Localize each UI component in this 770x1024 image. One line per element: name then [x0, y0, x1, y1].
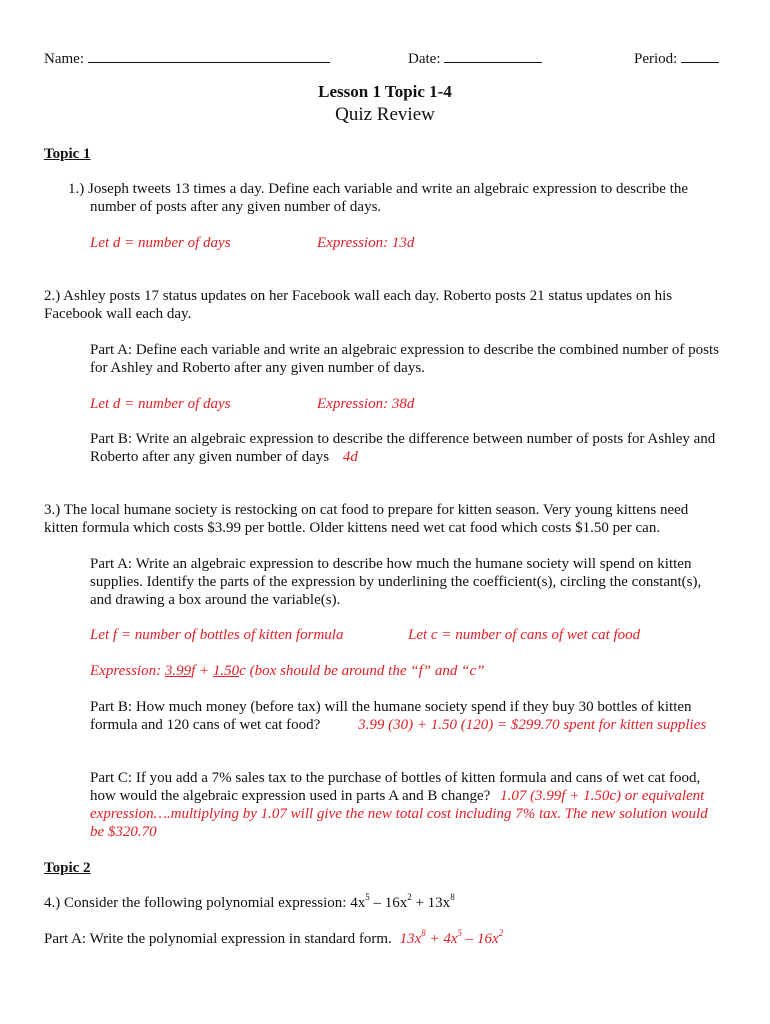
q3-expr-coefficient-2: 1.50 — [212, 663, 240, 679]
period-label: Period: — [634, 51, 678, 67]
q2-partB-line — [90, 448, 358, 466]
q3-expr-prefix: Expression: — [90, 663, 165, 679]
q1-answer-expression: Expression: 13d — [317, 235, 415, 251]
q3-text-a: 3.) The local humane society is restocking on cat food to prepare for kitten season. Very young kittens need — [44, 502, 689, 518]
q4-prompt: 4.) Consider the following polynomial expression: — [44, 895, 351, 911]
period-blank[interactable] — [681, 48, 719, 63]
q3-partA-c: and drawing a box around the variable(s). — [90, 592, 341, 608]
q3-answerB: 3.99 (30) + 1.50 (120) = $299.70 spent for kitten supplies — [358, 717, 707, 733]
q3-partC-a: Part C: If you add a 7% sales tax to the purchase of bottles of kitten formula and cans of wet cat food, — [90, 770, 701, 786]
q4-ans-term3: – 16x — [462, 931, 499, 947]
q3-answerA-f: Let f = number of bottles of kitten formula — [90, 627, 344, 643]
title-line2: Quiz Review — [335, 104, 435, 125]
q3-answerC-d: be $320.70 — [90, 824, 157, 840]
q2-partB-b: Roberto after any given number of days — [90, 449, 330, 465]
q4-exp2: 2 — [407, 892, 412, 902]
q2-answerA-variable: Let d = number of days — [90, 396, 231, 412]
q4-ans-exp2: 5 — [457, 928, 463, 938]
q3-partB-a: Part B: How much money (before tax) will the humane society spend if they buy 30 bottles of kitten — [90, 699, 692, 715]
q3-expression-line — [90, 662, 484, 680]
q3-partB-b: formula and 120 cans of wet cat food? — [90, 717, 321, 733]
date-label: Date: — [408, 51, 441, 67]
q3-partA-a: Part A: Write an algebraic expression to describe how much the humane society will spend on kitten — [90, 556, 692, 572]
q4-term3: + 13x — [411, 895, 451, 911]
q2-partB-a: Part B: Write an algebraic expression to describe the difference between number of posts for Ashley and — [90, 431, 716, 447]
title-line1: Lesson 1 Topic 1-4 — [318, 82, 452, 101]
q3-answerC-c: expression….multiplying by 1.07 will give the new total cost including 7% tax. The new solution would — [90, 806, 708, 822]
topic1-heading: Topic 1 — [44, 146, 91, 162]
q4-exp3: 8 — [450, 892, 455, 902]
q3-expr-variable-2: c — [239, 663, 246, 679]
q2-partA-a: Part A: Define each variable and write an algebraic expression to describe the combined number of posts — [90, 342, 719, 358]
q3-answerC-b: 1.07 (3.99f + 1.50c) or equivalent — [500, 788, 705, 804]
q4-answerA — [399, 928, 504, 947]
q3-partC-line — [90, 787, 704, 805]
q2-answerB: 4d — [342, 449, 358, 465]
q4-partA-label: Part A: Write the polynomial expression in standard form. — [44, 931, 392, 947]
date-blank[interactable] — [444, 48, 542, 63]
q4-partA-line — [44, 930, 503, 948]
q1-text-b: number of posts after any given number of days. — [90, 199, 382, 215]
q3-partB-line — [90, 716, 706, 734]
q4-term1: 4x — [350, 895, 366, 911]
q3-partC-b: how would the algebraic expression used in parts A and B change? — [90, 788, 491, 804]
q3-expr-plus: + — [195, 663, 213, 679]
q1-answer-variable: Let d = number of days — [90, 235, 231, 251]
q3-expr-variable-1: f — [191, 663, 196, 679]
q3-text-b: kitten formula which costs $3.99 per bottle. Older kittens need wet cat food which costs $1.50 per can. — [44, 520, 661, 536]
name-field — [44, 48, 330, 68]
name-blank[interactable] — [88, 48, 330, 63]
q2-partA-b: for Ashley and Roberto after any given number of days. — [90, 360, 425, 376]
topic2-heading: Topic 2 — [44, 860, 91, 876]
q4-exp1: 5 — [365, 892, 370, 902]
q1-text-a: 1.) Joseph tweets 13 times a day. Define each variable and write an algebraic expression to describe the — [68, 181, 689, 197]
q2-text-b: Facebook wall each day. — [44, 306, 192, 322]
q4-prompt-line — [44, 894, 455, 912]
q4-ans-exp3: 2 — [498, 928, 504, 938]
date-field — [408, 48, 542, 68]
name-label: Name: — [44, 51, 84, 67]
q3-expr-coefficient-1: 3.99 — [164, 663, 192, 679]
q4-ans-term1: 13x — [399, 931, 422, 947]
period-field — [634, 48, 719, 68]
q2-text-a: 2.) Ashley posts 17 status updates on her Facebook wall each day. Roberto posts 21 status updates on his — [44, 288, 673, 304]
q4-term2: – 16x — [369, 895, 408, 911]
q3-answerA-c: Let c = number of cans of wet cat food — [408, 627, 641, 643]
q2-answerA-expression: Expression: 38d — [317, 396, 415, 412]
q4-ans-exp1: 8 — [421, 928, 426, 938]
q3-partA-b: supplies. Identify the parts of the expression by underlining the coefficient(s), circling the constant(s), — [90, 574, 702, 590]
q3-expr-note: (box should be around the “f” and “c” — [245, 663, 485, 679]
q4-ans-term2: + 4x — [425, 931, 458, 947]
